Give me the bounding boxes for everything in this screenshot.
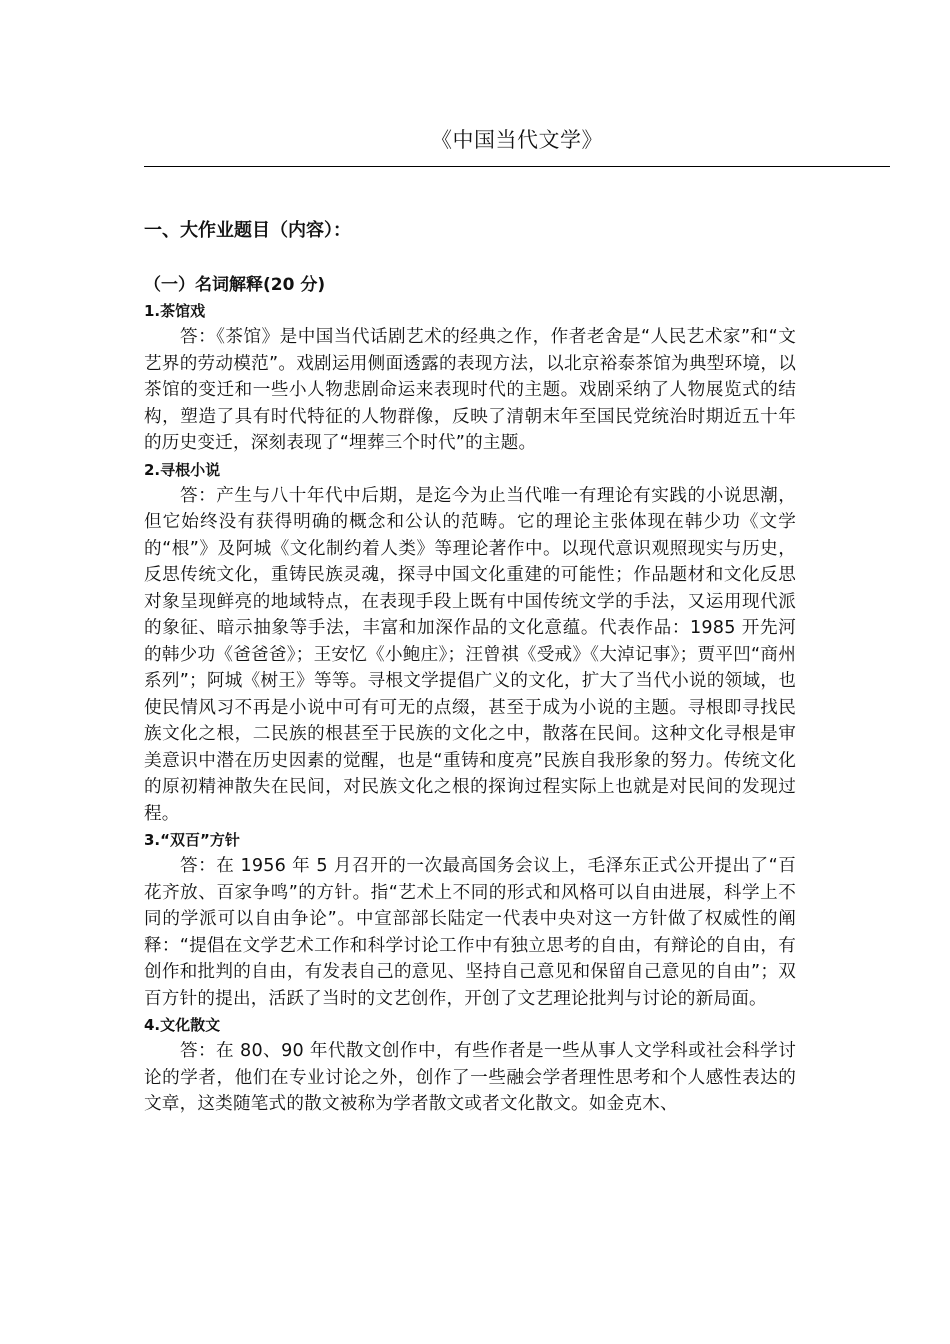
section-heading: 一、大作业题目（内容）： xyxy=(144,220,351,241)
subsection-heading: （一）名词解释(20 分) xyxy=(144,275,326,295)
term-entry xyxy=(144,457,796,828)
term-entry xyxy=(144,827,796,1012)
term-entry xyxy=(144,298,796,457)
term-answer: 答：产生与八十年代中后期，是迄今为止当代唯一有理论有实践的小说思潮，但它始终没有获得明确的概念和公认的范畴。它的理论主张体现在韩少功《文学的“根”》及阿城《文化制约着人类》等理论著作中。以现代意识观照现实与历史，反思传统文化，重铸民族灵魂，探寻中国文化重建的可能性；作品题材和文化反思对象呈现鲜亮的地域特点，在表现手段上既有中国传统文学的手法，又运用现代派的象征、暗示抽象等手法，丰富和加深作品的文化意蕴。代表作品：1985 开先河的韩少功《爸爸爸》；王安忆《小鲍庄》；汪曾祺《受戒》《大淖记事》；贾平凹“商州系列”；阿城《树王》等等。寻根文学提倡广义的文化，扩大了当代小说的领域，也使民情风习不再是小说中可有可无的点缀，甚至于成为小说的主题。寻根即寻找民族文化之根，二民族的根甚至于民族的文化之中，散落在民间。这种文化寻根是审美意识中潜在历史因素的觉醒，也是“重铸和度亮”民族自我形象的努力。传统文化的原初精神散失在民间，对民族文化之根的探询过程实际上也就是对民间的发现过程。 xyxy=(144,485,796,824)
term-heading: 4.文化散文 xyxy=(144,1016,221,1034)
term-heading: 3.“双百”方针 xyxy=(144,831,240,849)
term-heading: 2.寻根小说 xyxy=(144,460,221,479)
term-answer: 答：在 1956 年 5 月召开的一次最高国务会议上，毛泽东正式公开提出了“百花齐放、百家争鸣”的方针。指“艺术上不同的形式和风格可以自由进展，科学上不同的学派可以自由争论”。中宣部部长陆定一代表中央对这一方针做了权威性的阐释：“提倡在文学艺术工作和科学讨论工作中有独立思考的自由，有辩论的自由，有创作和批判的自由，有发表自己的意见、坚持自己意见和保留自己意见的自由”；双百方针的提出，活跃了当时的文艺创作，开创了文艺理论批判与讨论的新局面。 xyxy=(144,856,796,1009)
header-divider xyxy=(144,166,890,167)
document-body xyxy=(144,298,796,1118)
term-answer: 答：《茶馆》是中国当代话剧艺术的经典之作，作者老舍是“人民艺术家”和“文艺界的劳动模范”。戏剧运用侧面透露的表现方法，以北京裕泰茶馆为典型环境，以茶馆的变迁和一些小人物悲剧命运来表现时代的主题。戏剧采纳了人物展览式的结构，塑造了具有时代特征的人物群像，反映了清朝末年至国民党统治时期近五十年的历史变迁，深刻表现了“埋葬三个时代”的主题。 xyxy=(144,327,796,453)
term-answer: 答：在 80、90 年代散文创作中，有些作者是一些从事人文学科或社会科学讨论的学者，他们在专业讨论之外，创作了一些融会学者理性思考和个人感性表达的文章，这类随笔式的散文被称为学者散文或者文化散文。如金克木、 xyxy=(144,1041,796,1114)
document-title: 《中国当代文学》 xyxy=(431,128,603,152)
term-entry xyxy=(144,1012,796,1118)
term-heading: 1.茶馆戏 xyxy=(144,302,206,320)
